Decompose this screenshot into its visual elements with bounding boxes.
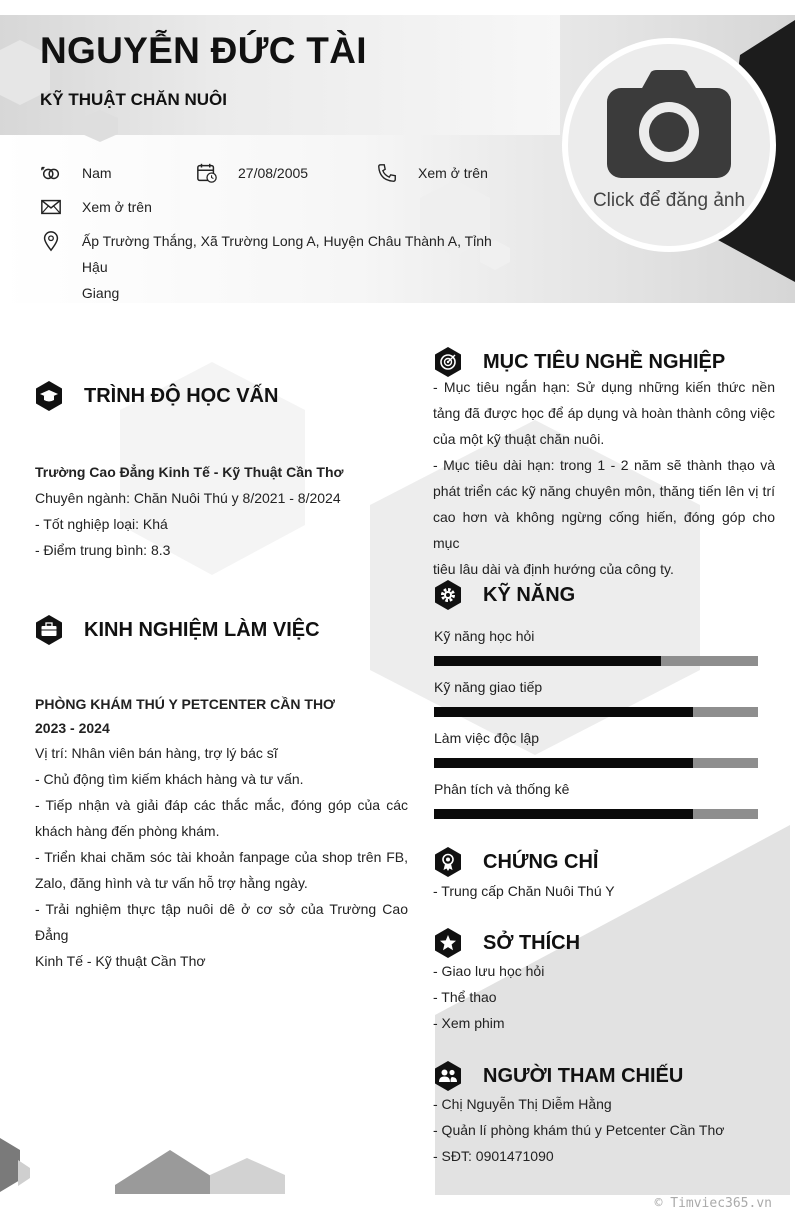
experience-content — [35, 692, 408, 974]
graduation-cap-icon — [34, 380, 64, 412]
phone-value: Xem ở trên — [418, 165, 488, 181]
objective-title-text: MỤC TIÊU NGHỀ NGHIỆP — [483, 350, 726, 373]
experience-line: - Chủ động tìm kiếm khách hàng và tư vấn. — [35, 771, 304, 787]
gender-icon — [40, 162, 66, 184]
skill-bar-fill — [434, 656, 661, 666]
contact-phone — [376, 162, 536, 186]
certificates-content — [433, 878, 775, 904]
award-medal-icon — [433, 846, 463, 878]
calendar-icon — [196, 162, 222, 184]
reference-item: - Chị Nguyễn Thị Diễm Hằng — [433, 1096, 612, 1112]
watermark: © Timviec365.vn — [654, 1196, 772, 1211]
contact-birthday — [196, 162, 366, 186]
experience-line: Kinh Tế - Kỹ thuật Cần Thơ — [35, 953, 206, 969]
experience-position: Vị trí: Nhân viên bán hàng, trợ lý bác sĩ — [35, 745, 278, 761]
skill-bar-fill — [434, 707, 693, 717]
camera-icon — [607, 70, 731, 178]
education-gpa: - Điểm trung bình: 8.3 — [35, 542, 171, 558]
contact-email — [40, 196, 240, 220]
contact-gender — [40, 162, 180, 186]
education-school: Trường Cao Đẳng Kinh Tế - Kỹ Thuật Cần Thơ — [35, 464, 344, 480]
skill-label: Phân tích và thống kê — [434, 781, 570, 797]
hobby-item: - Thể thao — [433, 989, 497, 1005]
hobbies-title-text: SỞ THÍCH — [483, 931, 581, 954]
skill-item — [434, 679, 758, 717]
gear-icon — [433, 579, 463, 611]
hobby-item: - Giao lưu học hỏi — [433, 963, 545, 979]
experience-company: PHÒNG KHÁM THÚ Y PETCENTER CẦN THƠ — [35, 696, 335, 712]
contact-address — [40, 230, 520, 306]
address-line-2: Giang — [81, 285, 120, 301]
skills-section-title — [433, 579, 575, 611]
education-rank: - Tốt nghiệp loại: Khá — [35, 516, 168, 532]
skill-item — [434, 781, 758, 819]
objective-line: tảng đã được học để áp dụng và hoàn thành công việc — [433, 405, 775, 421]
certificates-section-title — [433, 846, 598, 878]
avatar-upload[interactable] — [568, 44, 770, 246]
objective-line: của một kỹ thuật chăn nuôi. — [433, 431, 605, 447]
objective-line: cao hơn và không ngừng cống hiến, đóng góp cho mục — [433, 509, 775, 551]
education-title-text: TRÌNH ĐỘ HỌC VẤN — [84, 384, 279, 407]
objective-content — [433, 374, 775, 582]
job-title: KỸ THUẬT CHĂN NUÔI — [40, 90, 227, 109]
objective-line: - Mục tiêu dài hạn: trong 1 - 2 năm sẽ thành thạo và — [433, 457, 775, 473]
address-value — [82, 228, 520, 306]
skill-label: Kỹ năng học hỏi — [434, 628, 535, 644]
experience-line: - Triển khai chăm sóc tài khoản fanpage của shop trên FB, — [35, 849, 408, 865]
experience-period: 2023 - 2024 — [35, 720, 110, 736]
candidate-name: NGUYỄN ĐỨC TÀI — [40, 30, 367, 71]
references-section-title — [433, 1060, 683, 1092]
briefcase-icon — [34, 614, 64, 646]
certificate-item: - Trung cấp Chăn Nuôi Thú Y — [433, 883, 615, 899]
envelope-icon — [40, 196, 66, 218]
education-content — [35, 459, 408, 563]
skill-bar — [434, 656, 758, 666]
avatar-frame — [562, 38, 776, 252]
reference-item: - Quản lí phòng khám thú y Petcenter Cần Thơ — [433, 1122, 725, 1138]
skill-bar — [434, 758, 758, 768]
address-line-1: Ấp Trường Thắng, Xã Trường Long A, Huyện Châu Thành A, Tỉnh Hậu — [81, 233, 492, 275]
skill-item — [434, 730, 758, 768]
email-value: Xem ở trên — [82, 199, 152, 215]
hobby-item: - Xem phim — [433, 1015, 505, 1031]
references-content — [433, 1091, 775, 1169]
skill-bar — [434, 809, 758, 819]
objective-line: - Mục tiêu ngắn hạn: Sử dụng những kiến thức nền — [433, 379, 775, 395]
experience-section-title — [34, 614, 320, 646]
birthday-value: 27/08/2005 — [238, 165, 309, 181]
people-icon — [433, 1060, 463, 1092]
skill-item — [434, 628, 758, 666]
experience-title-text: KINH NGHIỆM LÀM VIỆC — [84, 618, 320, 641]
references-title-text: NGƯỜI THAM CHIẾU — [483, 1064, 684, 1087]
reference-item: - SĐT: 0901471090 — [433, 1148, 554, 1164]
hobbies-content — [433, 958, 775, 1036]
phone-icon — [376, 162, 402, 184]
star-icon — [433, 927, 463, 959]
experience-line: khách hàng đến phòng khám. — [35, 823, 220, 839]
skills-title-text: KỸ NĂNG — [483, 583, 576, 606]
skill-label: Kỹ năng giao tiếp — [434, 679, 543, 695]
certificates-title-text: CHỨNG CHỈ — [483, 850, 599, 873]
skill-bar-fill — [434, 758, 693, 768]
location-pin-icon — [40, 230, 66, 252]
skill-bar — [434, 707, 758, 717]
skill-bar-fill — [434, 809, 693, 819]
education-major: Chuyên ngành: Chăn Nuôi Thú y 8/2021 - 8/2024 — [35, 490, 341, 506]
experience-line: Zalo, đăng hình và tư vấn hỗ trợ hằng ngày. — [35, 875, 308, 891]
hobbies-section-title — [433, 927, 580, 959]
objective-line: tiêu lâu dài và định hướng của công ty. — [433, 561, 674, 577]
experience-line: - Tiếp nhận và giải đáp các thắc mắc, đóng góp của các — [35, 797, 408, 813]
skill-label: Làm việc độc lập — [434, 730, 540, 746]
objective-line: phát triển các kỹ năng chuyên môn, thăng tiến lên vị trí — [433, 483, 775, 499]
gender-value: Nam — [82, 165, 112, 181]
education-section-title — [34, 380, 278, 412]
avatar-upload-label: Click để đăng ảnh — [592, 190, 746, 211]
experience-line: - Trải nghiệm thực tập nuôi dê ở cơ sở của Trường Cao Đẳng — [35, 901, 408, 943]
